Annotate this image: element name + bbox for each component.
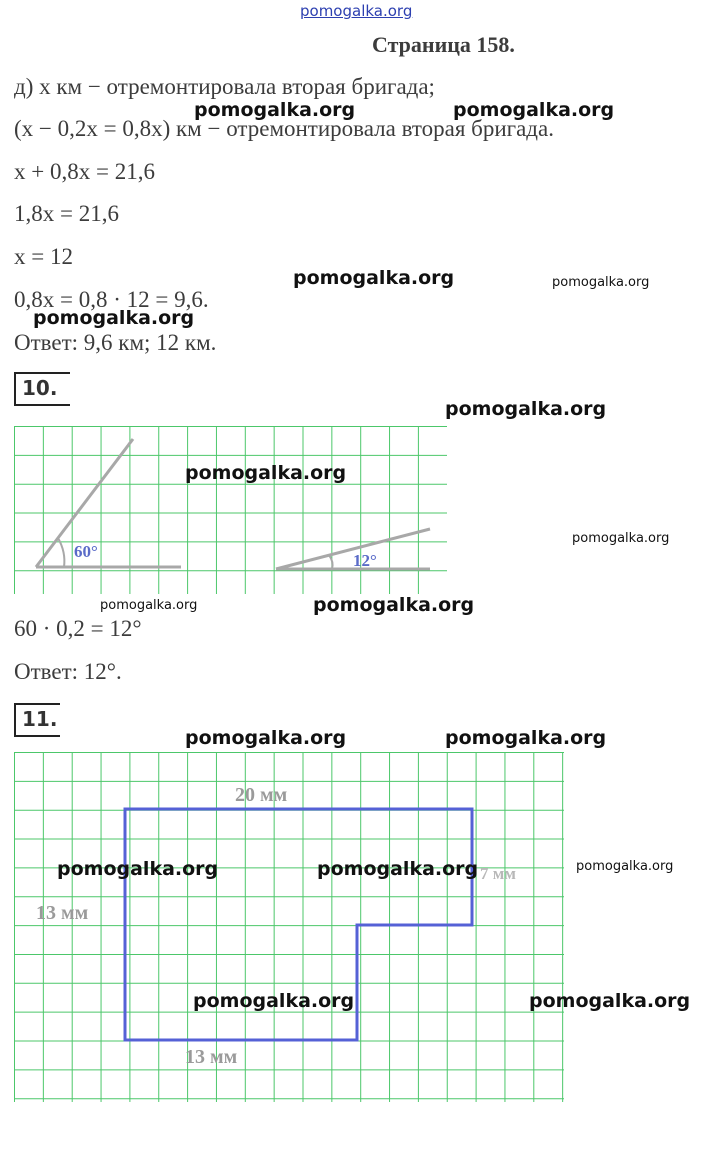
watermark-text: pomogalka.org [185,462,347,484]
watermark-text: pomogalka.org [445,398,607,420]
watermark-text: pomogalka.org [529,990,691,1012]
figure-right-height-label: 7 мм [480,864,516,883]
watermark-text: pomogalka.org [576,859,674,874]
equation-line-1: x + 0,8x = 21,6 [14,159,155,184]
task-10-number: 10. [22,376,58,400]
task-11-number: 11. [22,707,58,731]
equation-line-2: 1,8x = 21,6 [14,201,119,226]
task-10-angles-diagram [14,426,447,594]
task-11-figure-diagram [14,752,564,1102]
watermark-text: pomogalka.org [185,727,347,749]
watermark-text: pomogalka.org [33,307,195,329]
task-10-calc: 60 · 0,2 = 12° [14,616,142,641]
watermark-text: pomogalka.org [313,594,475,616]
watermark-text: pomogalka.org [194,99,356,121]
watermark-text: pomogalka.org [317,858,479,880]
watermark-text: pomogalka.org [445,727,607,749]
angle-12-label: 12° [353,551,377,570]
equation-line-3: x = 12 [14,244,73,269]
solution-line-2: (x − 0,2x = 0,8x) км − отремонтировала вторая бригада. [14,116,554,141]
task-11-box [14,703,60,737]
page-title: Страница 158. [372,32,515,57]
equation-line-4: 0,8x = 0,8 · 12 = 9,6. [14,287,209,312]
watermark-text: pomogalka.org [572,531,670,546]
answer-d: Ответ: 9,6 км; 12 км. [14,330,217,355]
task-10-box [14,372,70,406]
solution-line-1: д) x км − отремонтировала вторая бригада; [14,74,435,99]
figure-bottom-length-label: 13 мм [185,1046,238,1068]
watermark-text: pomogalka.org [453,99,615,121]
watermark-text: pomogalka.org [100,598,198,613]
watermark-text: pomogalka.org [193,990,355,1012]
task-10-answer: Ответ: 12°. [14,659,122,684]
angle-60-label: 60° [74,542,98,561]
watermark-text: pomogalka.org [552,275,650,290]
header-watermark-link[interactable]: pomogalka.org [300,2,413,20]
watermark-text: pomogalka.org [57,858,219,880]
watermark-text: pomogalka.org [293,267,455,289]
figure-top-length-label: 20 мм [235,784,288,806]
figure-left-height-label: 13 мм [36,902,89,924]
